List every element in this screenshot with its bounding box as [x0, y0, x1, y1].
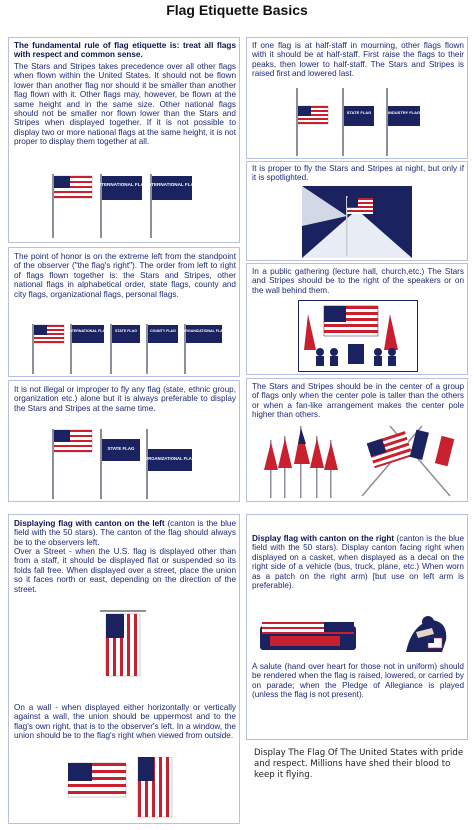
podium [348, 344, 364, 364]
canton-left-heading-bold: Displaying flag with canton on the left [14, 519, 165, 528]
county-flag-icon [148, 325, 178, 343]
us-flag-icon [54, 430, 92, 452]
canton-left-heading-rest: (canton is the blue field with the 50 stars). The canton of the flag should always be to the observers left. [14, 519, 236, 547]
canton-left-street: Over a Street - when the U.S. flag is displayed other than from a staff, it should be displayed flat or suspended so its folds fall free. When displayed over a street, place the union so it faces north or east, depending on the direction of the street. [14, 547, 236, 594]
us-flag-icon [68, 763, 126, 797]
flag-label: INDUSTRY FLAG [387, 110, 421, 115]
state-flag-icon [344, 106, 374, 126]
any-flag-body: It is not illegal or improper to fly any flag (state, ethnic group, organization etc.) alone but it is always preferable to display the Stars and Stripes at the same time. [14, 385, 236, 413]
flag-label: STATE FLAG [346, 110, 372, 115]
french-flag-icon [410, 430, 455, 467]
canton-right-heading [252, 534, 464, 590]
casket-icon [260, 622, 356, 650]
pole [52, 174, 54, 238]
organizational-flag-icon [186, 325, 222, 343]
us-flag-vertical-icon [138, 757, 172, 817]
honor-body: The point of honor is on the extreme left from the standpoint of the observer ("the flag's right"). The order from left to right of flags flown together is: the Stars and Stripes, other national flags in alphabetical order, state flags, county and city flags, organizational flags, personal flags. [14, 252, 236, 299]
flag-label: INTERNATIONAL FLAG [146, 182, 198, 187]
closing-text: Display The Flag Of The United States with pride and respect. Millions have shed their blood to keep it flying. [254, 748, 464, 780]
flag-label: INTERNATIONAL FLAG [96, 182, 148, 187]
fundamental-body: The Stars and Stripes takes precedence over all other flags when flown within the United States. It should not be flown lower than another flag nor should it be smaller than another flag flown with it. Other flags may, however, be flown at the same height and in the same size. Other national flags should not be smaller nor flown lower than the Stars and Stripes when displayed together. If it is not possible to display two or more national flags at the same height, it is not proper to display them together at all. [14, 62, 236, 147]
canton-left-heading [14, 519, 236, 547]
us-flag-icon [54, 176, 92, 198]
any-flag-figure [40, 425, 200, 500]
flag-group [264, 426, 338, 498]
night-body: It is proper to fly the Stars and Stripes at night, but only if it is spotlighted. [252, 164, 464, 183]
half-staff-figure [276, 86, 436, 158]
canton-right-heading-bold: Display flag with canton on the right [252, 534, 395, 543]
crossed-flags [362, 426, 454, 496]
us-flag-icon [34, 325, 64, 343]
canton-right-salute: A salute (hand over heart for those not in uniform) should be rendered when the flag is raised, lowered, or carried by on parade; when the Pledge of Allegiance is played (unless the flag is not present). [252, 662, 464, 700]
state-flag-icon [112, 325, 140, 343]
flag-label: STATE FLAG [114, 329, 138, 333]
us-flag-icon [324, 306, 378, 336]
us-flag-vertical-icon [106, 614, 140, 676]
flag-label: STATE FLAG [107, 446, 135, 451]
flag-label: COUNTY FLAG [150, 329, 176, 333]
us-flag-icon [298, 106, 328, 124]
us-flag-icon [367, 431, 413, 468]
casket-salute-figure [256, 612, 462, 658]
salute-icon [396, 612, 450, 656]
honor-figure [24, 320, 234, 375]
flag-label: ORGANIZATIONAL FLAG [144, 456, 196, 461]
gathering-body: In a public gathering (lecture hall, church,etc.) The Stars and Stripes should be to the right of the speakers or on the wall behind them. [252, 267, 464, 295]
industry-flag-icon [388, 106, 420, 126]
page-title: Flag Etiquette Basics [166, 2, 308, 18]
canton-left-wall: On a wall - when displayed either horizontally or vertically against a wall, the union should be uppermost and to the flag's own right, that is to the observer's left. In a window, the union should be to the flag's right when viewed from outside. [14, 703, 236, 741]
wall-figure [68, 757, 180, 819]
fundamental-figure [42, 170, 222, 240]
flag-label: ORGANIZATIONAL FLAG [182, 329, 226, 333]
street-figure [98, 610, 148, 678]
night-figure [302, 186, 412, 258]
international-flag-icon [152, 176, 192, 200]
center-figure [262, 420, 462, 500]
half-staff-body: If one flag is at half-staff in mourning, other flags flown with it should be at half-staff. First raise the flags to their peaks, then lower to half-staff. The Stars and Stripes is raised first and lowered last. [252, 41, 464, 79]
fundamental-heading: The fundamental rule of flag etiquette is: treat all flags with respect and common sense. [14, 41, 236, 60]
international-flag-icon [72, 325, 104, 343]
us-flag-icon [347, 198, 373, 214]
flag-label: INTERNATIONAL FLAG [68, 329, 108, 333]
gathering-figure [298, 300, 418, 372]
center-body: The Stars and Stripes should be in the center of a group of flags only when the center pole is taller than the others or when a fan-like arrangement makes the center pole higher than others. [252, 382, 464, 420]
canton-right-heading-rest: (canton is the blue field with the 50 stars). Display canton facing right when displayed on a casket, when displayed as a decal on the right side of a vehicle (bus, truck, plane, etc.) When worn as a patch on the right arm) [but use on left arm is preferable). [252, 534, 464, 591]
international-flag-icon [102, 176, 142, 200]
